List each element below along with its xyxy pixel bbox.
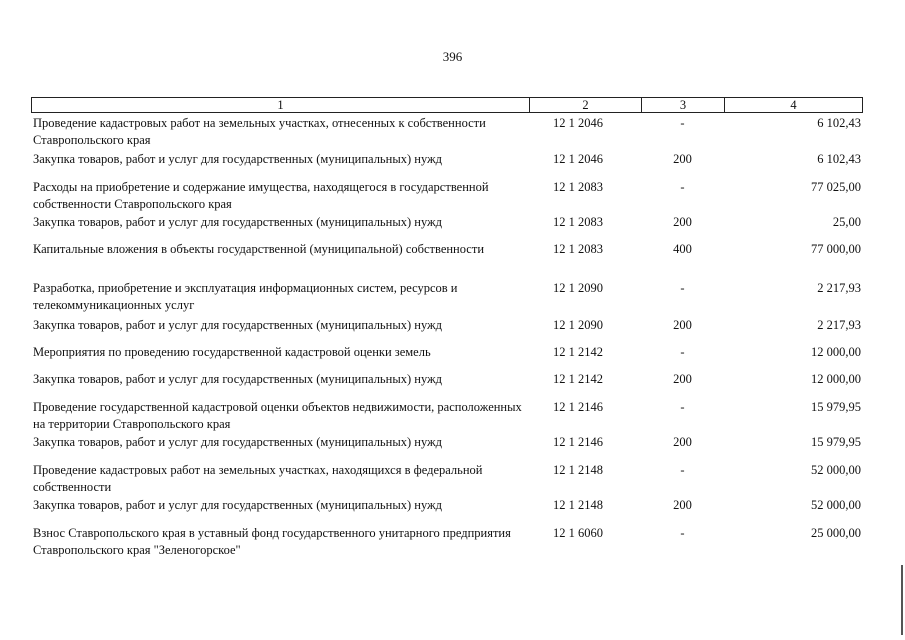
row-amount: 77 000,00 xyxy=(811,242,861,256)
row-amount: 2 217,93 xyxy=(817,281,861,295)
row-code: 12 1 2146 xyxy=(553,435,603,449)
row-type: 400 xyxy=(673,242,692,256)
row-code: 12 1 2046 xyxy=(553,116,603,130)
header-col-3: 3 xyxy=(642,98,725,112)
row-name: Закупка товаров, работ и услуг для государственных (муниципальных) нужд xyxy=(33,372,443,386)
row-type: 200 xyxy=(673,498,692,512)
row-code: 12 1 2046 xyxy=(553,152,603,166)
scan-edge-mark xyxy=(901,565,903,635)
row-type: - xyxy=(680,345,685,359)
row-type: - xyxy=(680,281,685,295)
row-amount: 25,00 xyxy=(832,215,861,229)
row-type: - xyxy=(680,400,685,414)
row-amount: 12 000,00 xyxy=(811,372,861,386)
row-name: Проведение кадастровых работ на земельных участках, отнесенных к собственности Ставропольского края xyxy=(33,116,486,147)
row-code: 12 1 6060 xyxy=(553,526,603,540)
row-amount: 52 000,00 xyxy=(811,498,861,512)
row-amount: 15 979,95 xyxy=(811,435,861,449)
row-type: 200 xyxy=(673,372,692,386)
row-code: 12 1 2083 xyxy=(553,180,603,194)
page-number: 396 xyxy=(442,49,463,64)
row-name: Закупка товаров, работ и услуг для государственных (муниципальных) нужд xyxy=(33,152,443,166)
row-name: Расходы на приобретение и содержание имущества, находящегося в государственной собственности Ставропольского края xyxy=(33,180,489,211)
row-name: Проведение государственной кадастровой оценки объектов недвижимости, расположенных на территории Ставропольского края xyxy=(33,400,522,431)
row-code: 12 1 2148 xyxy=(553,498,603,512)
header-col-1: 1 xyxy=(32,98,530,112)
row-amount: 2 217,93 xyxy=(817,318,861,332)
row-type: 200 xyxy=(673,318,692,332)
row-name: Закупка товаров, работ и услуг для государственных (муниципальных) нужд xyxy=(33,498,443,512)
row-amount: 6 102,43 xyxy=(817,116,861,130)
row-code: 12 1 2146 xyxy=(553,400,603,414)
row-code: 12 1 2090 xyxy=(553,318,603,332)
row-type: 200 xyxy=(673,435,692,449)
row-type: 200 xyxy=(673,215,692,229)
row-name: Мероприятия по проведению государственной кадастровой оценки земель xyxy=(33,345,431,359)
row-name: Взнос Ставропольского края в уставный фонд государственного унитарного предприятия Ставропольского края "Зеленогорское" xyxy=(33,526,511,557)
header-col-4: 4 xyxy=(790,98,797,112)
row-code: 12 1 2148 xyxy=(553,463,603,477)
table-header xyxy=(31,97,863,113)
row-code: 12 1 2142 xyxy=(553,345,603,359)
row-amount: 52 000,00 xyxy=(811,463,861,477)
row-name: Закупка товаров, работ и услуг для государственных (муниципальных) нужд xyxy=(33,215,443,229)
row-type: - xyxy=(680,116,685,130)
row-type: - xyxy=(680,463,685,477)
row-type: 200 xyxy=(673,152,692,166)
row-amount: 12 000,00 xyxy=(811,345,861,359)
row-amount: 6 102,43 xyxy=(817,152,861,166)
row-amount: 15 979,95 xyxy=(811,400,861,414)
row-name: Закупка товаров, работ и услуг для государственных (муниципальных) нужд xyxy=(33,435,443,449)
row-code: 12 1 2083 xyxy=(553,215,603,229)
row-name: Разработка, приобретение и эксплуатация информационных систем, ресурсов и телекоммуникационных услуг xyxy=(33,281,458,312)
row-code: 12 1 2142 xyxy=(553,372,603,386)
row-type: - xyxy=(680,180,685,194)
row-name: Проведение кадастровых работ на земельных участках, находящихся в федеральной собственности xyxy=(33,463,483,494)
row-name: Закупка товаров, работ и услуг для государственных (муниципальных) нужд xyxy=(33,318,443,332)
row-type: - xyxy=(680,526,685,540)
row-amount: 25 000,00 xyxy=(811,526,861,540)
header-col-2: 2 xyxy=(530,98,642,112)
row-code: 12 1 2083 xyxy=(553,242,603,256)
row-name: Капитальные вложения в объекты государственной (муниципальной) собственности xyxy=(33,242,485,256)
row-amount: 77 025,00 xyxy=(811,180,861,194)
row-code: 12 1 2090 xyxy=(553,281,603,295)
